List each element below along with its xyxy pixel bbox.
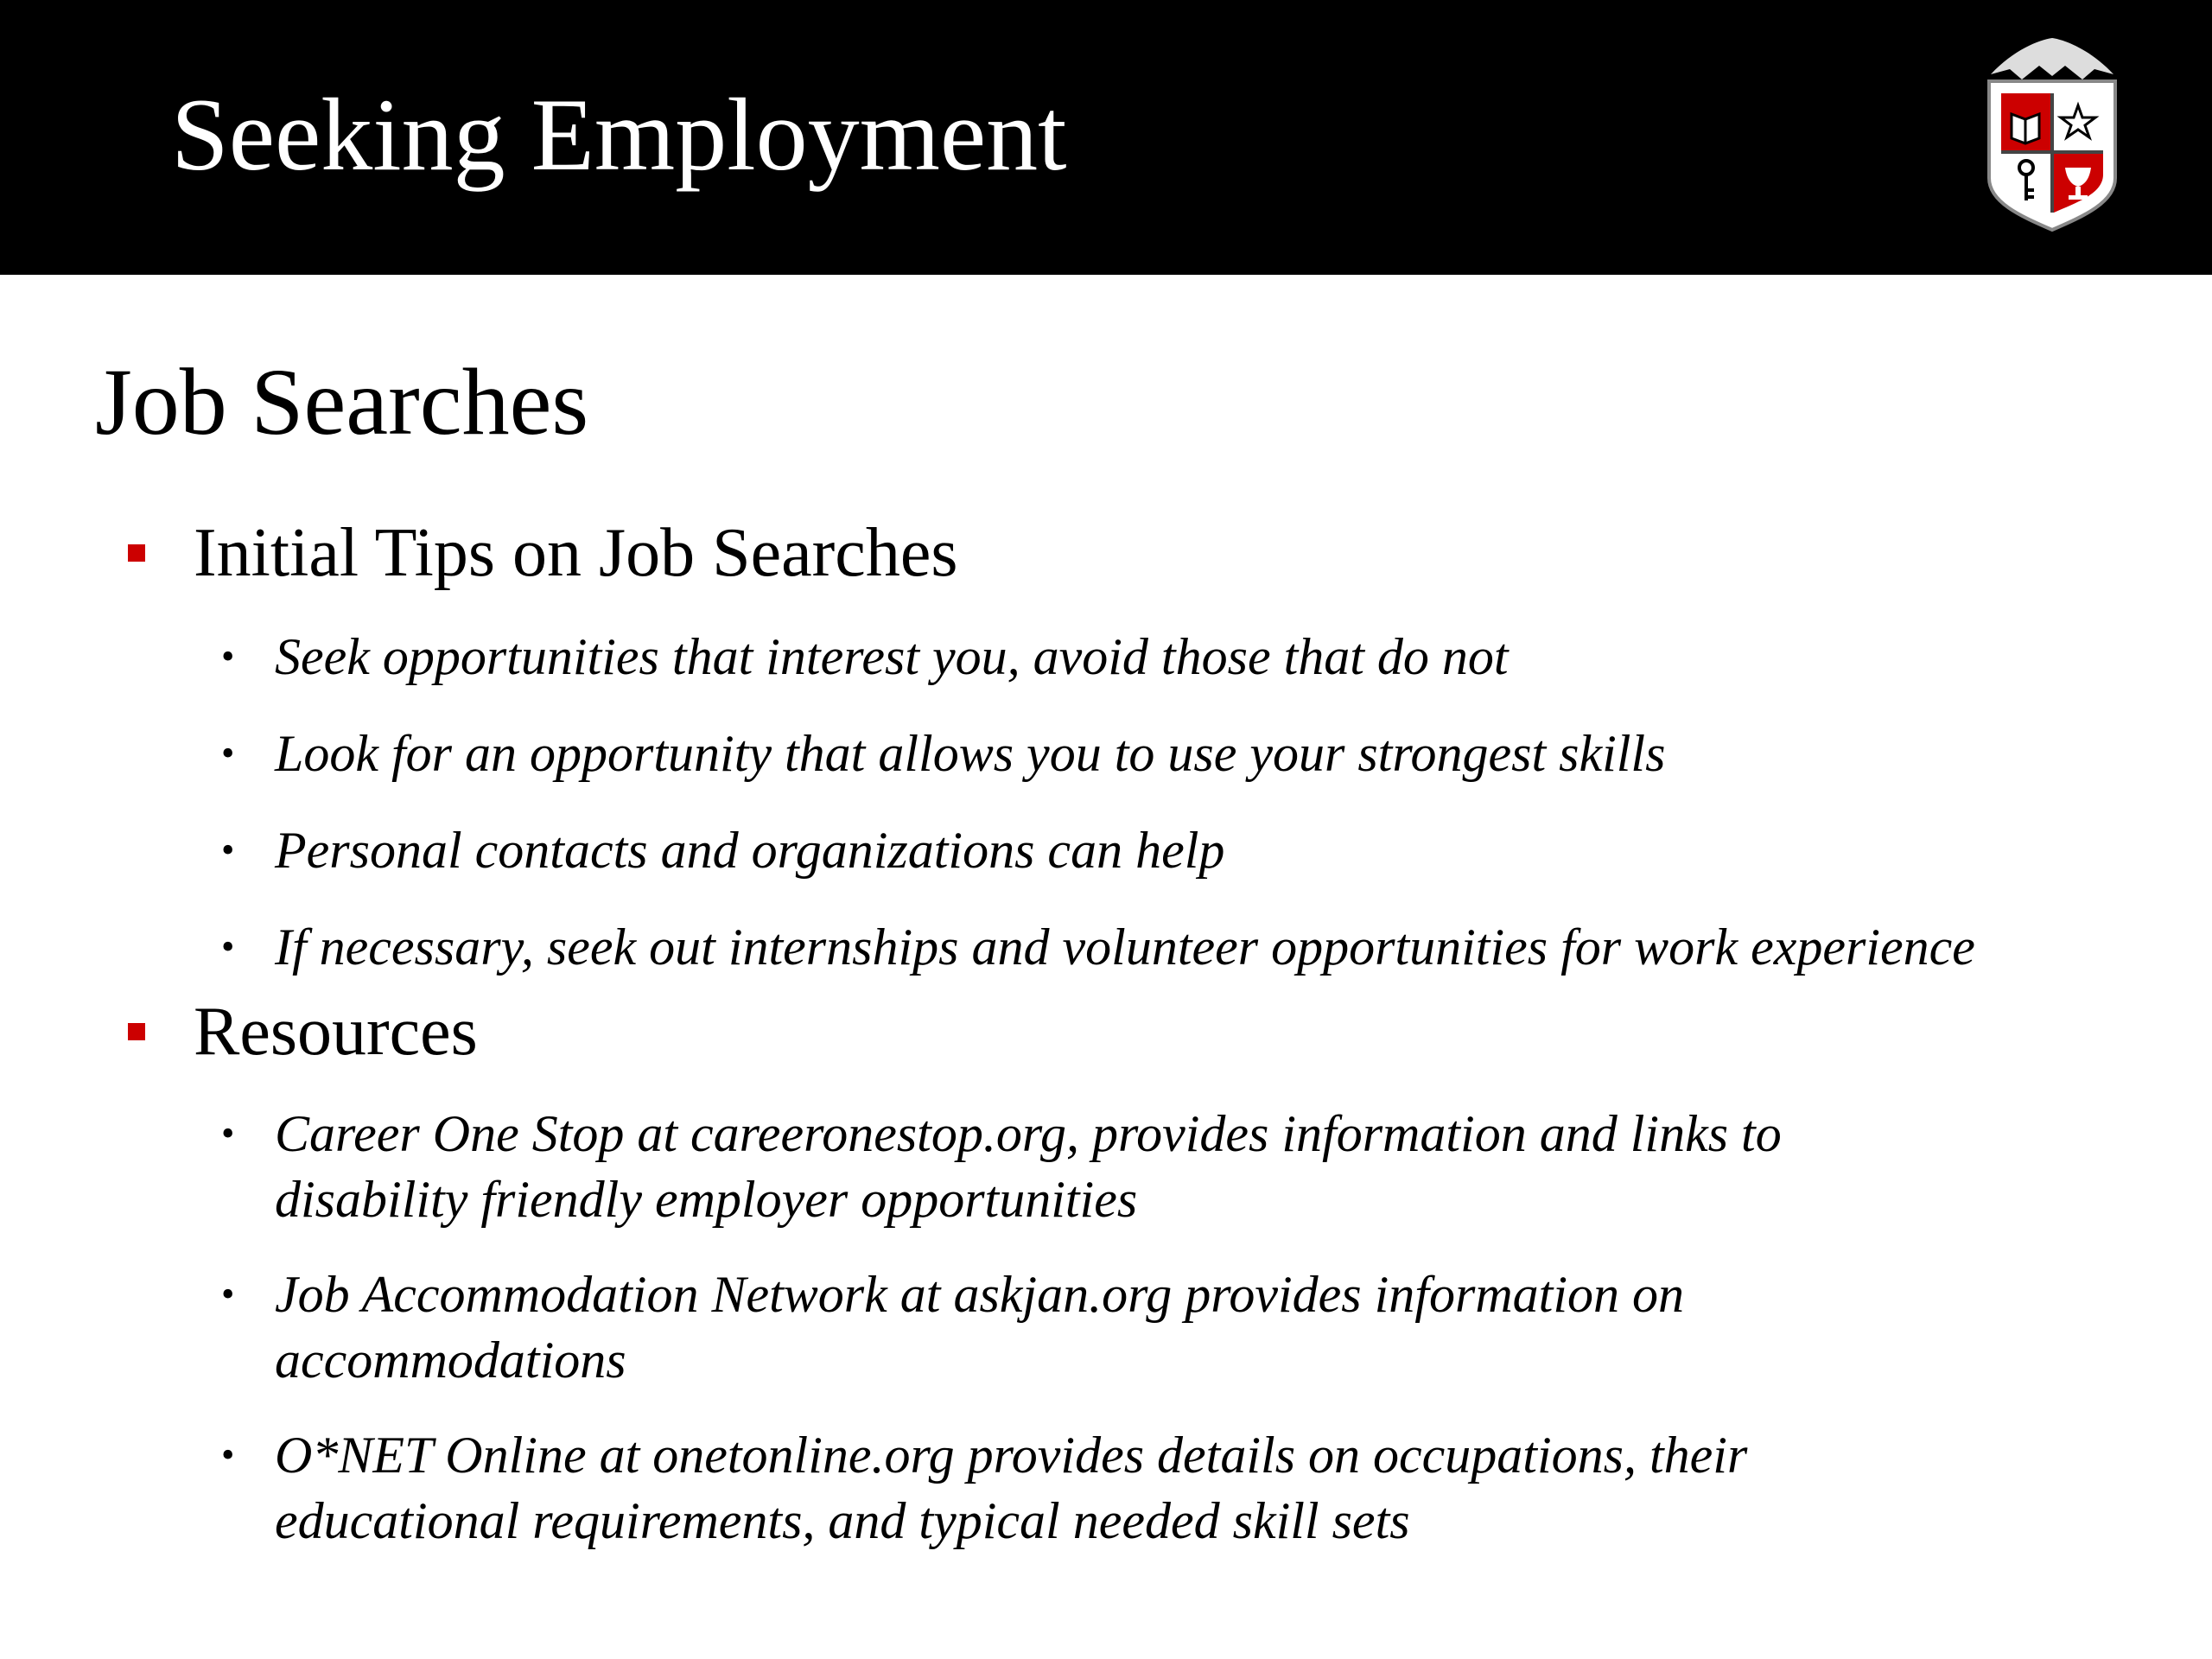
university-seal-icon bbox=[1979, 31, 2126, 235]
resources-heading-label: Resources bbox=[194, 994, 478, 1070]
tips-list bbox=[221, 624, 2183, 1011]
list-item bbox=[221, 624, 2183, 690]
list-item bbox=[221, 721, 2183, 786]
list-item bbox=[221, 1422, 2183, 1554]
round-bullet-icon: • bbox=[221, 1112, 235, 1154]
round-bullet-icon: • bbox=[221, 732, 235, 774]
list-item-text: Seek opportunities that interest you, avoid those that do not bbox=[275, 628, 1509, 685]
red-square-bullet-icon bbox=[128, 544, 145, 562]
list-item bbox=[221, 817, 2183, 883]
list-item-text: Career One Stop at careeronestop.org, provides information and links to disability friendly employer opportunities bbox=[275, 1105, 1782, 1228]
red-square-bullet-icon bbox=[128, 1023, 145, 1040]
title-bar bbox=[0, 0, 2212, 275]
list-item-text: Personal contacts and organizations can help bbox=[275, 822, 1225, 879]
tips-heading bbox=[128, 510, 957, 596]
round-bullet-icon: • bbox=[221, 925, 235, 968]
round-bullet-icon: • bbox=[221, 1273, 235, 1315]
round-bullet-icon: • bbox=[221, 829, 235, 871]
list-item bbox=[221, 914, 2183, 980]
list-item-text: If necessary, seek out internships and volunteer opportunities for work experience bbox=[275, 918, 1975, 976]
list-item-text: Look for an opportunity that allows you to use your strongest skills bbox=[275, 725, 1666, 782]
resources-list bbox=[221, 1101, 2183, 1583]
round-bullet-icon: • bbox=[221, 635, 235, 677]
list-item bbox=[221, 1101, 2183, 1232]
list-item-text: O*NET Online at onetonline.org provides details on occupations, their educational requirements, and typical needed skill sets bbox=[275, 1427, 1748, 1549]
list-item-text: Job Accommodation Network at askjan.org provides information on accommodations bbox=[275, 1266, 1684, 1389]
resources-heading bbox=[128, 988, 478, 1075]
section-title: Job Searches bbox=[95, 349, 589, 454]
list-item bbox=[221, 1262, 2183, 1393]
tips-heading-label: Initial Tips on Job Searches bbox=[194, 515, 958, 591]
slide-title: Seeking Employment bbox=[171, 77, 1067, 192]
round-bullet-icon: • bbox=[221, 1433, 235, 1476]
